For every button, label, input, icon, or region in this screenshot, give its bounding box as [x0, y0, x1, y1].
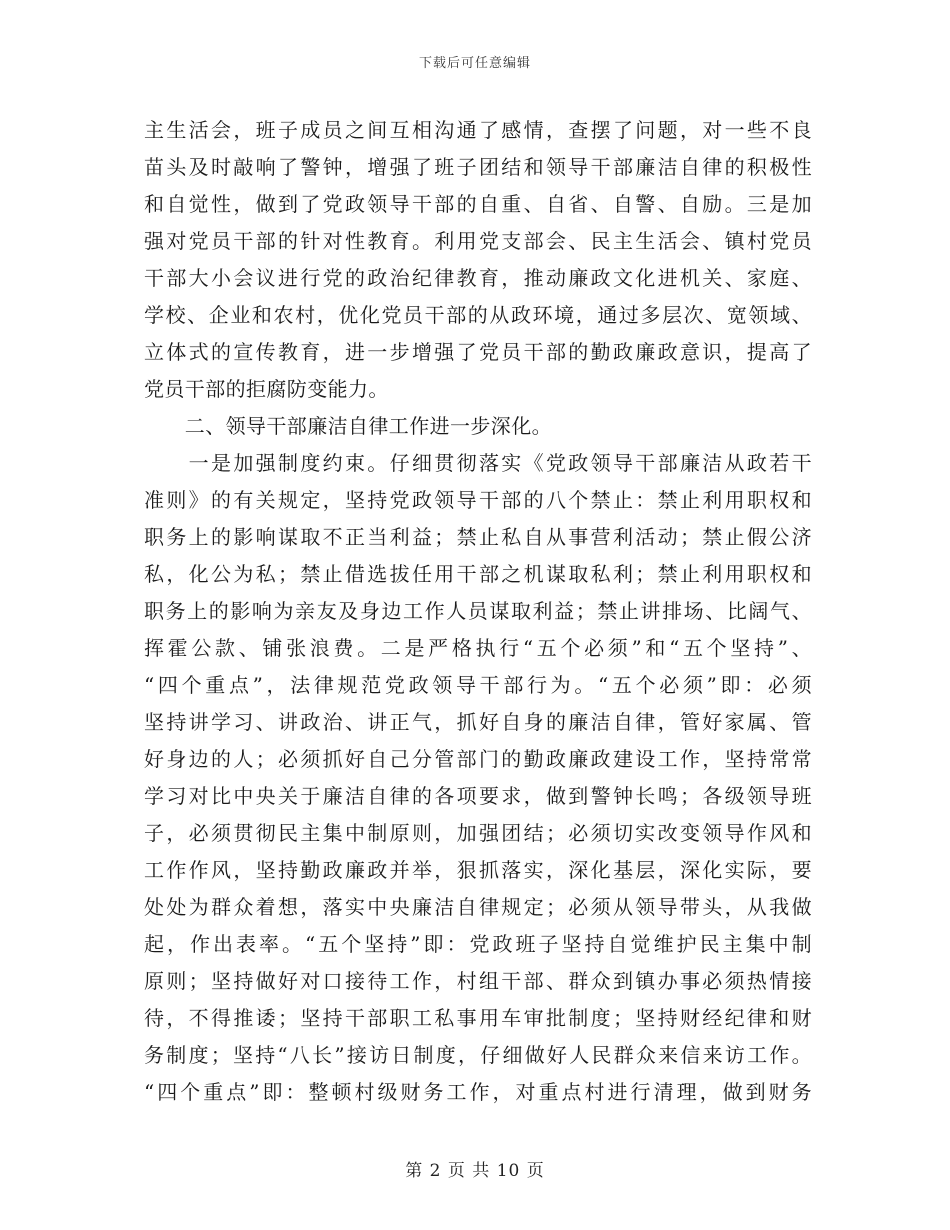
body-line: 处处为群众着想，落实中央廉洁自律规定；必须从领导带头，从我做 [144, 895, 812, 919]
body-line: 好身边的人；必须抓好自己分管部门的勤政廉政建设工作，坚持常常 [144, 747, 812, 771]
body-line: 苗头及时敲响了警钟，增强了班子团结和领导干部廉洁自律的积极性 [144, 155, 812, 179]
body-line: 起，作出表率。“五个坚持”即：党政班子坚持自觉维护民主集中制 [144, 932, 812, 956]
body-line: 主生活会，班子成员之间互相沟通了感情，查摆了问题，对一些不良 [144, 118, 812, 142]
body-line: 一是加强制度约束。仔细贯彻落实《党政领导干部廉洁从政若干 [144, 451, 812, 475]
body-line: 坚持讲学习、讲政治、讲正气，抓好自身的廉洁自律，管好家属、管 [144, 710, 812, 734]
body-line: 原则；坚持做好对口接待工作，村组干部、群众到镇办事必须热情接 [144, 969, 812, 993]
body-line: “四个重点”，法律规范党政领导干部行为。“五个必须”即：必须 [144, 673, 812, 697]
body-line: 职务上的影响为亲友及身边工作人员谋取利益；禁止讲排场、比阔气、 [144, 599, 812, 623]
section-heading: 二、领导干部廉洁自律工作进一步深化。 [144, 414, 552, 438]
body-line: “四个重点”即：整顿村级财务工作，对重点村进行清理，做到财务 [144, 1080, 812, 1104]
document-body [144, 112, 812, 1111]
body-line: 工作作风，坚持勤政廉政并举，狠抓落实，深化基层，深化实际，要 [144, 858, 812, 882]
page-header-note: 下载后可任意编辑 [418, 56, 531, 71]
body-line: 务制度；坚持“八长”接访日制度，仔细做好人民群众来信来访工作。 [144, 1043, 812, 1067]
body-line: 子，必须贯彻民主集中制原则，加强团结；必须切实改变领导作风和 [144, 821, 812, 845]
body-line: 党员干部的拒腐防变能力。 [144, 377, 389, 401]
body-line: 私，化公为私；禁止借选拔任用干部之机谋取私利；禁止利用职权和 [144, 562, 812, 586]
body-line: 待，不得推诿；坚持干部职工私事用车审批制度；坚持财经纪律和财 [144, 1006, 812, 1030]
body-line: 准则》的有关规定，坚持党政领导干部的八个禁止：禁止利用职权和 [144, 488, 812, 512]
body-line: 学习对比中央关于廉洁自律的各项要求，做到警钟长鸣；各级领导班 [144, 784, 812, 808]
body-line: 和自觉性，做到了党政领导干部的自重、自省、自警、自励。三是加 [144, 192, 812, 216]
page-number: 第 2 页 共 10 页 [405, 1161, 545, 1181]
body-line: 立体式的宣传教育，进一步增强了党员干部的勤政廉政意识，提高了 [144, 340, 812, 364]
body-line: 挥霍公款、铺张浪费。二是严格执行“五个必须”和“五个坚持”、 [144, 636, 812, 660]
body-line: 干部大小会议进行党的政治纪律教育，推动廉政文化进机关、家庭、 [144, 266, 812, 290]
body-line: 学校、企业和农村，优化党员干部的从政环境，通过多层次、宽领域、 [144, 303, 812, 327]
body-line: 职务上的影响谋取不正当利益；禁止私自从事营利活动；禁止假公济 [144, 525, 812, 549]
body-line: 强对党员干部的针对性教育。利用党支部会、民主生活会、镇村党员 [144, 229, 812, 253]
